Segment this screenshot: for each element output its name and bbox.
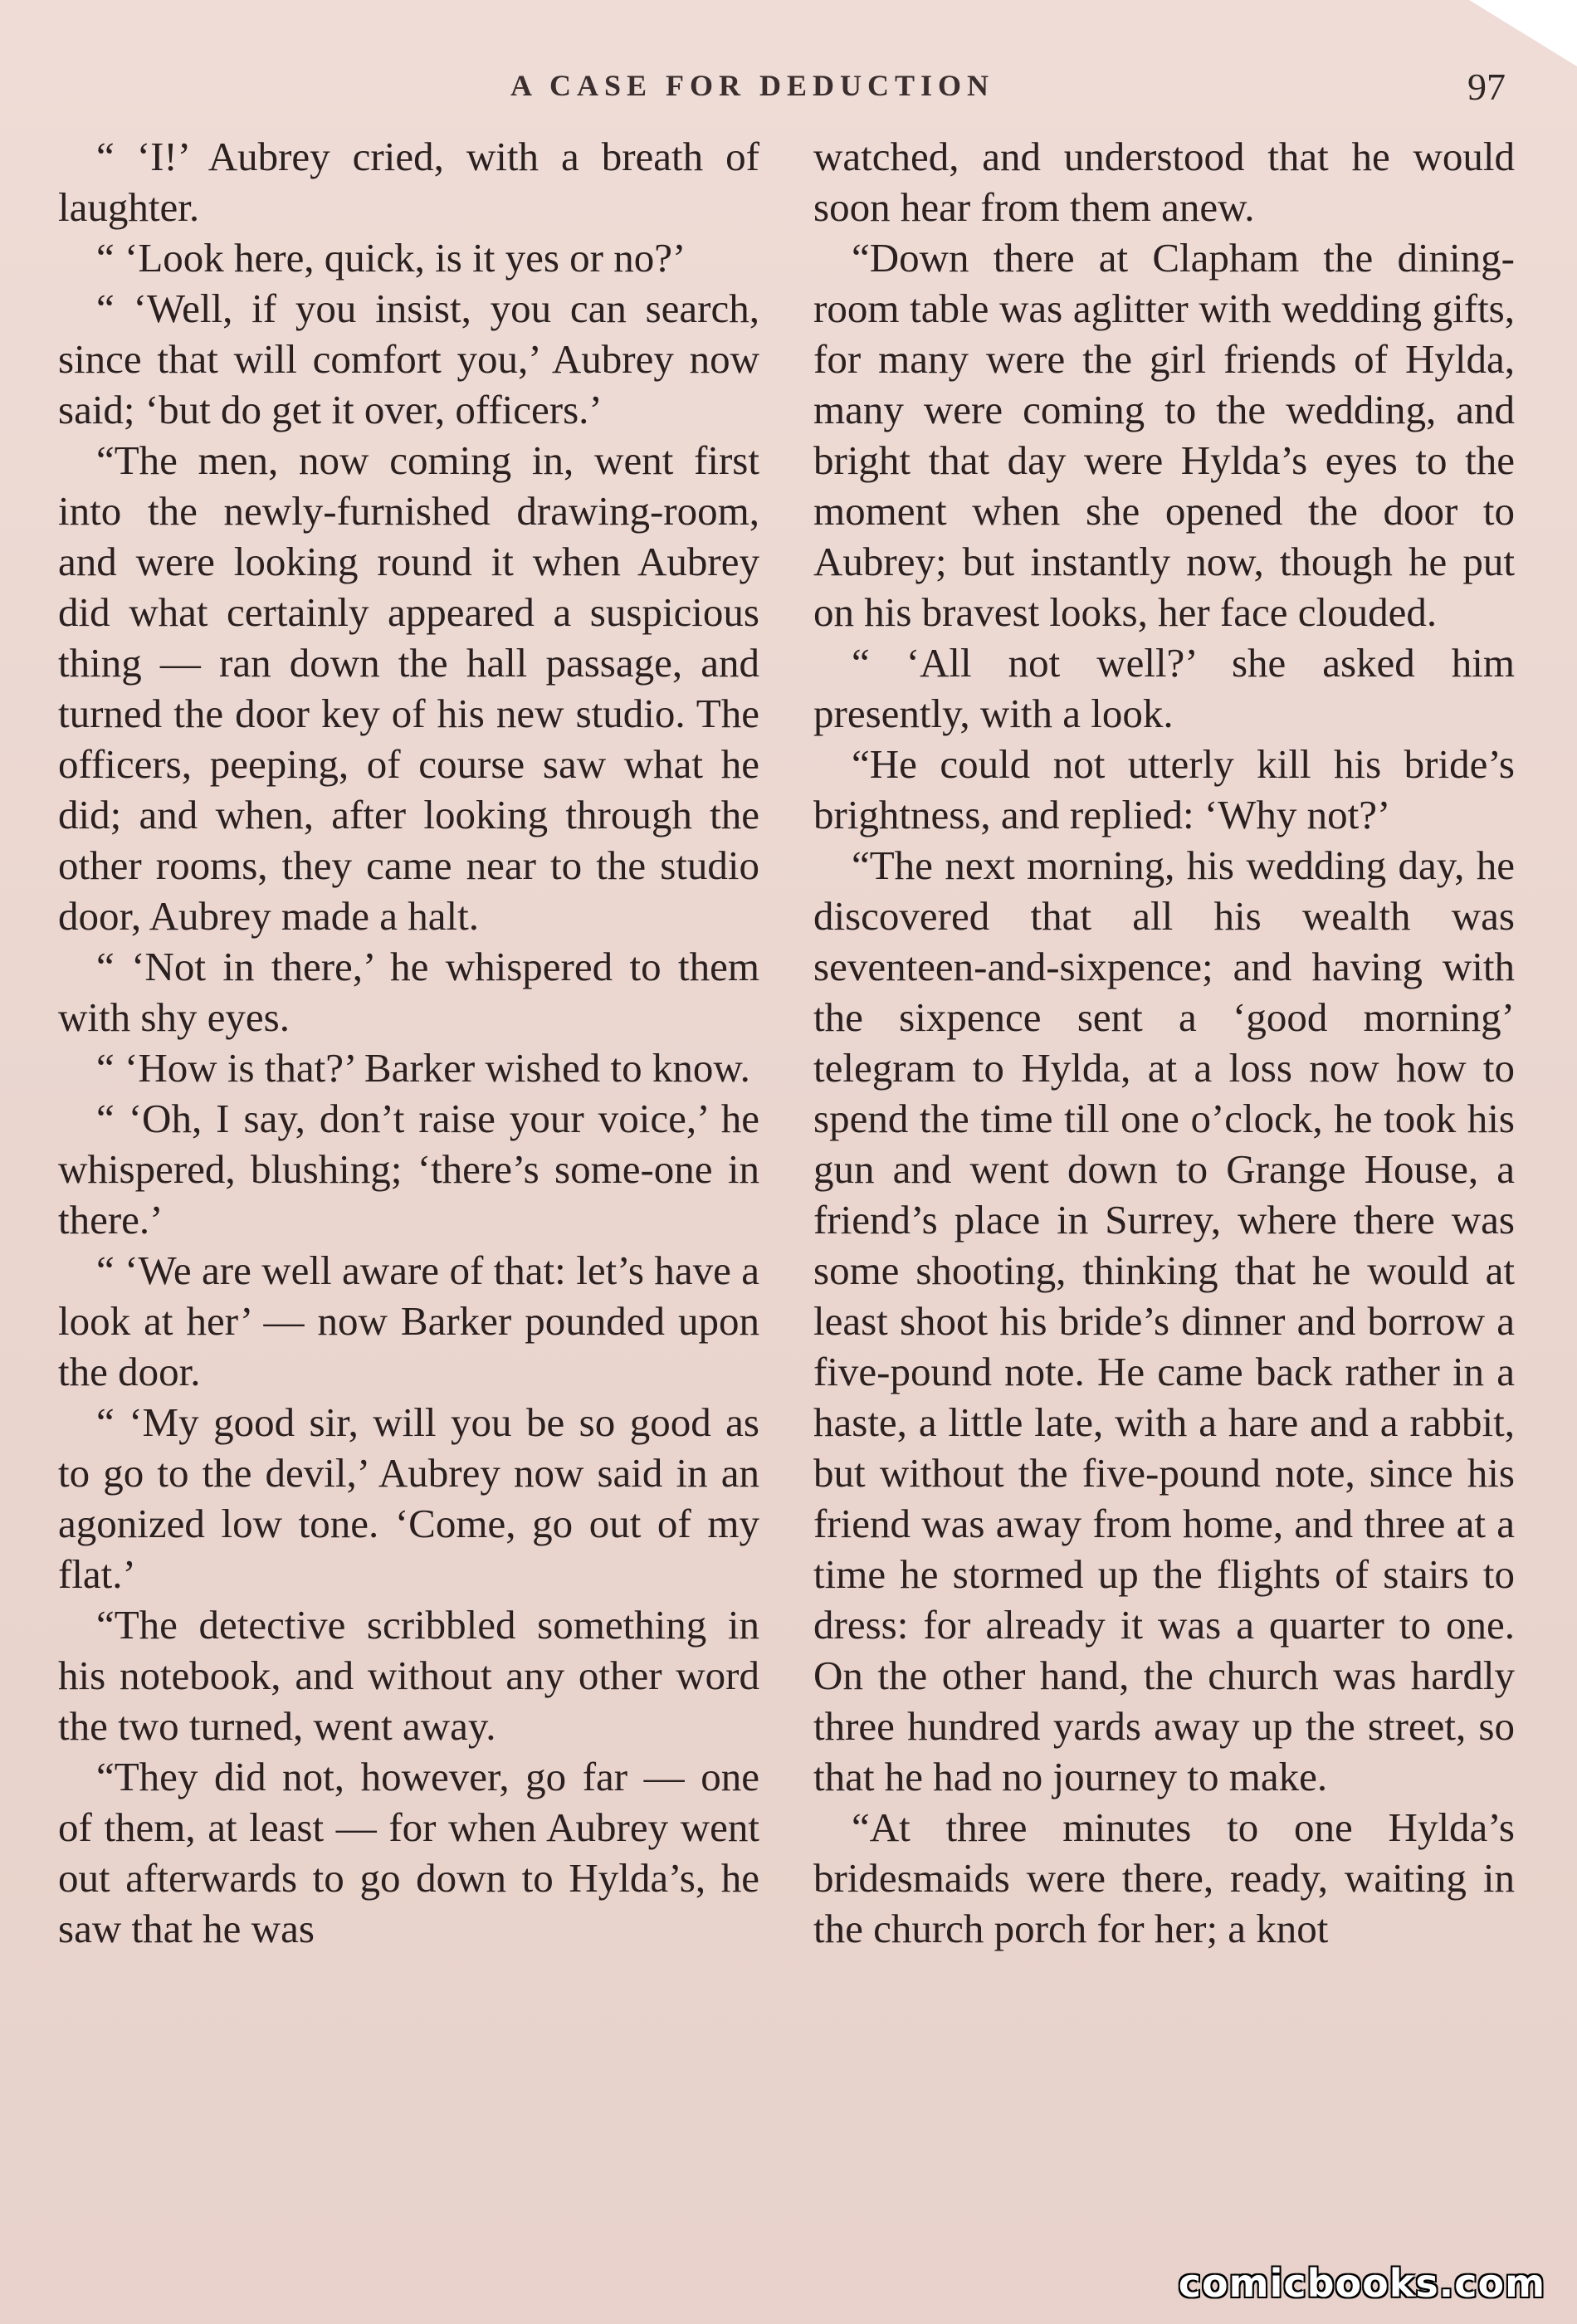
paragraph: “ ‘We are well aware of that: let’s have a look at her’ — now Barker pounded upon the door. [58,1247,759,1394]
site-watermark: comicbooks.com [1178,2261,1545,2306]
left-column [58,131,759,1954]
torn-corner [1469,0,1577,66]
paragraph: “The men, now coming in, went first into the newly-furnished drawing-room, and were looking round it when Aubrey did what certainly appeared a suspicious thing — ran down the hall passage, and turned the door key of his new studio. The officers, peeping, of course saw what he did; and when, after looking through the other rooms, they came near to the studio door, Aubrey made a halt. [58,437,759,939]
paragraph: “ ‘Oh, I say, don’t raise your voice,’ he whispered, blushing; ‘there’s some-one in there.’ [58,1096,759,1243]
paragraph: “ ‘Not in there,’ he whispered to them with shy eyes. [58,944,759,1040]
right-column [813,131,1515,1954]
paragraph: “At three minutes to one Hylda’s bridesmaids were there, ready, waiting in the church porch for her; a knot [813,1804,1515,1951]
paragraph: “He could not utterly kill his bride’s brightness, and replied: ‘Why not?’ [813,741,1515,837]
paragraph: “ ‘My good sir, will you be so good as to go to the devil,’ Aubrey now said in an agonized low tone. ‘Come, go out of my flat.’ [58,1399,759,1597]
paragraph: “ ‘How is that?’ Barker wished to know. [96,1045,750,1091]
paragraph: “ ‘Look here, quick, is it yes or no?’ [96,235,686,281]
page-number: 97 [1467,66,1506,108]
paragraph-continuation: watched, and understood that he would soon hear from them anew. [813,134,1515,230]
paragraph: “ ‘All not well?’ she asked him presently, with a look. [813,640,1515,736]
paragraph: “The next morning, his wedding day, he discovered that all his wealth was seventeen-and-sixpence; and having with the sixpence sent a ‘good morning’ telegram to Hylda, at a loss now how to spend the time till one o’clock, he took his gun and went down to Grange House, a friend’s place in Surrey, where there was some shooting, thinking that he would at least shoot his bride’s dinner and borrow a five-pound note. He came back rather in a haste, a little late, with a hare and a rabbit, but without the five-pound note, since his friend was away from home, and three at a time he stormed up the flights of stairs to dress: for already it was a quarter to one. On the other hand, the church was hardly three hundred yards away up the street, so that he had no journey to make. [813,842,1515,1799]
paragraph: “Down there at Clapham the dining-room table was aglitter with wedding gifts, for many were the girl friends of Hylda, many were coming to the wedding, and bright that day were Hylda’s eyes to the moment when she opened the door to Aubrey; but instantly now, though he put on his bravest looks, her face clouded. [813,235,1515,635]
paragraph: “ ‘I!’ Aubrey cried, with a breath of laughter. [58,134,759,230]
paragraph: “ ‘Well, if you insist, you can search, since that will comfort you,’ Aubrey now said; ‘but do get it over, officers.’ [58,286,759,432]
paragraph: “The detective scribbled something in his notebook, and without any other word the two turned, went away. [58,1602,759,1749]
paragraph: “They did not, however, go far — one of them, at least — for when Aubrey went out afterwards to go down to Hylda’s, he saw that he was [58,1754,759,1951]
running-title: A CASE FOR DEDUCTION [510,69,995,102]
